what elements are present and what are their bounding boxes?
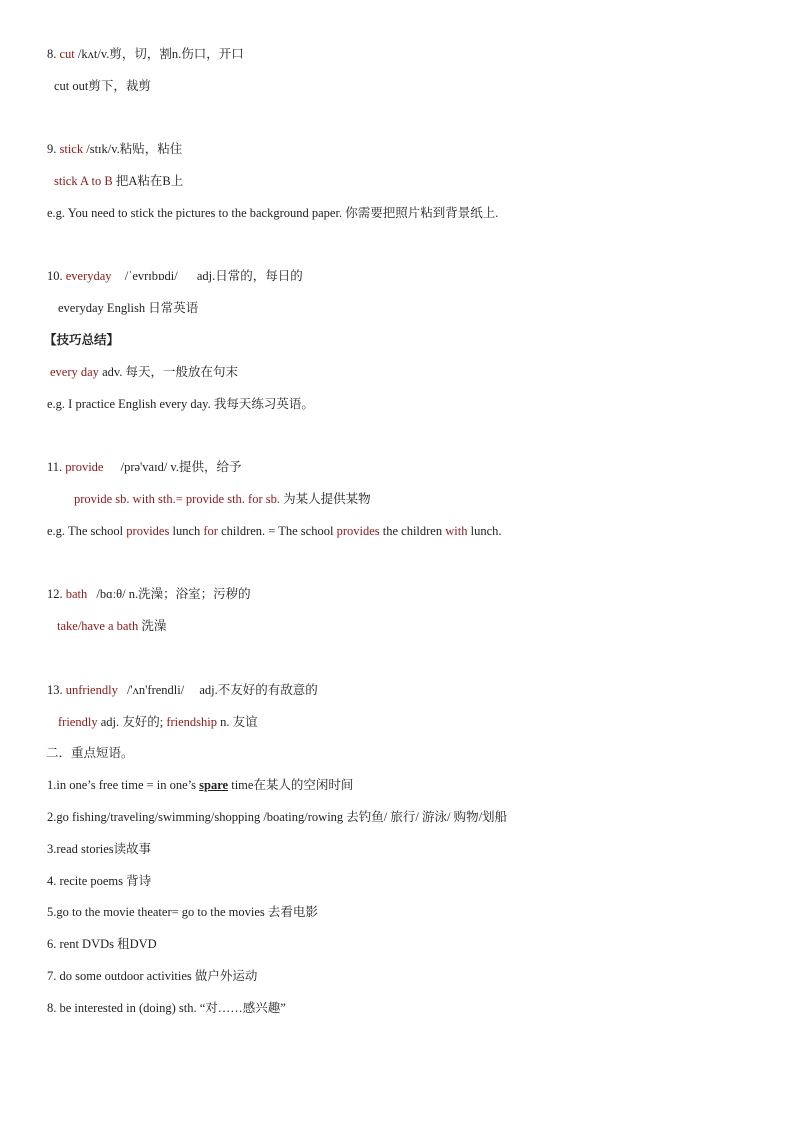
entry-number: 9. — [47, 142, 57, 156]
phonetic-meaning: /stɪk/v.粘贴，粘住 — [83, 142, 183, 156]
entry-10-phrase: everyday English 日常英语 — [58, 301, 199, 315]
meaning: adj.日常的，每日的 — [196, 269, 303, 283]
phrase-cn: 洗澡 — [138, 619, 167, 633]
entry-9-example: e.g. You need to stick the pictures to the background paper. 你需要把照片粘到背景纸上. — [47, 206, 499, 220]
entry-11-example: e.g. The school provides lunch for children. = The school provides the children with lunch. — [47, 524, 502, 538]
entry-11-phrase — [74, 491, 371, 507]
phonetic-meaning: /prə'vaɪd/ v.提供，给予 — [120, 460, 242, 474]
vocab-word: bath — [65, 587, 88, 601]
entry-number: 8. — [47, 47, 57, 61]
vocab-word: cut — [59, 47, 75, 61]
phrase-2: 2.go fishing/traveling/swimming/shopping /boating/rowing 去钓鱼/ 旅行/ 游泳/ 购物/划船 — [47, 810, 508, 824]
entry-13-title — [47, 682, 318, 698]
tip-content — [50, 364, 238, 380]
entry-8-phrase: cut out剪下，裁剪 — [54, 79, 151, 93]
entry-number: 12. — [47, 587, 63, 601]
phrase-8: 8. be interested in (doing) sth. “对……感兴趣” — [47, 1001, 286, 1015]
entry-10-title — [47, 268, 303, 284]
phrase-en: take/have a bath — [57, 619, 139, 633]
vocab-word: everyday — [65, 269, 112, 283]
vocab-word: unfriendly — [65, 683, 118, 697]
entry-10-example: e.g. I practice English every day. 我每天练习英语。 — [47, 397, 314, 411]
entry-11-title — [47, 459, 241, 475]
vocab-word: provide — [65, 460, 104, 474]
entry-12-phrase — [57, 618, 166, 634]
phonetic: /ˈevrɪbɒdi/ — [124, 269, 178, 283]
tip-heading: 【技巧总结】 — [44, 333, 120, 347]
entry-12-title — [47, 586, 251, 602]
phonetic: /'ʌn'frendli/ — [126, 683, 185, 697]
entry-13-related: friendly adj. 友好的; friendship n. 友谊 — [58, 715, 258, 729]
tip-phrase: every day — [50, 365, 99, 379]
phrase-6: 6. rent DVDs 租DVD — [47, 937, 157, 951]
phrase-7: 7. do some outdoor activities 做户外运动 — [47, 969, 258, 983]
tip-meaning: adv. 每天，一般放在句末 — [98, 365, 239, 379]
phrase-cn: 为某人提供某物 — [280, 492, 371, 506]
phrase-3: 3.read stories读故事 — [47, 842, 152, 856]
phrase-5: 5.go to the movie theater= go to the movies 去看电影 — [47, 905, 318, 919]
phrase-cn: 把A粘在B上 — [112, 174, 184, 188]
emphasized-word: spare — [199, 778, 229, 792]
phonetic-meaning: /bɑːθ/ n.洗澡；浴室；污秽的 — [96, 587, 251, 601]
entry-9-phrase — [54, 173, 183, 189]
phrase-1: 1.in one’s free time = in one’s spare time在某人的空闲时间 — [47, 778, 354, 792]
entry-8-title — [47, 46, 244, 62]
phrase-4: 4. recite poems 背诗 — [47, 874, 152, 888]
entry-9-title — [47, 141, 182, 157]
phrase-en: stick A to B — [54, 174, 113, 188]
phrase-en: provide sb. with sth.= provide sth. for sb. — [74, 492, 280, 506]
section-heading: 二．重点短语。 — [46, 746, 134, 760]
meaning: adj.不友好的有敌意的 — [199, 683, 318, 697]
entry-number: 13. — [47, 683, 63, 697]
phonetic-meaning: /kʌt/v.剪，切，割n.伤口，开口 — [77, 47, 244, 61]
vocab-word: stick — [59, 142, 84, 156]
entry-number: 11. — [47, 460, 63, 474]
entry-number: 10. — [47, 269, 63, 283]
